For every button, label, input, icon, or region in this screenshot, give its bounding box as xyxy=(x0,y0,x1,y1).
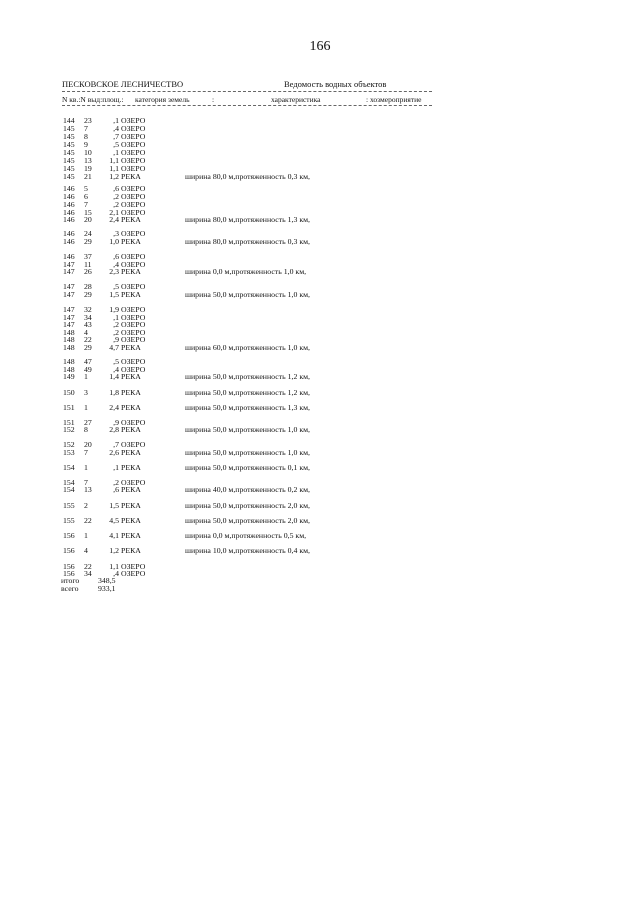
category-cell: РЕКА xyxy=(121,463,141,472)
kvartal-cell: 150 xyxy=(63,388,75,397)
category-cell: ОЗЕРО xyxy=(121,562,146,571)
category-cell: ОЗЕРО xyxy=(121,148,146,157)
kvartal-cell: 145 xyxy=(63,164,75,173)
vydel-cell: 7 xyxy=(84,448,88,457)
vydel-cell: 34 xyxy=(84,313,92,322)
category-cell: ОЗЕРО xyxy=(121,440,146,449)
kvartal-cell: 146 xyxy=(63,252,75,261)
column-header-characteristic: характеристика xyxy=(271,95,321,104)
kvartal-cell: 147 xyxy=(63,305,75,314)
area-cell: ,4 xyxy=(113,260,119,269)
category-cell: ОЗЕРО xyxy=(121,357,146,366)
category-cell: ОЗЕРО xyxy=(121,192,146,201)
area-cell: 4,5 xyxy=(109,516,119,525)
area-cell: ,6 xyxy=(113,485,119,494)
table-row xyxy=(0,502,640,511)
kvartal-cell: 146 xyxy=(63,229,75,238)
vydel-cell: 27 xyxy=(84,418,92,427)
table-row xyxy=(0,464,640,473)
kvartal-cell: 151 xyxy=(63,418,75,427)
category-cell: ОЗЕРО xyxy=(121,184,146,193)
kvartal-cell: 147 xyxy=(63,313,75,322)
description-cell: ширина 50,0 м,протяженность 0,1 км, xyxy=(185,463,310,472)
totals-label: всего xyxy=(61,584,79,593)
area-cell: ,2 xyxy=(113,320,119,329)
table-row xyxy=(0,344,640,353)
area-cell: ,1 xyxy=(113,116,119,125)
category-cell: ОЗЕРО xyxy=(121,305,146,314)
vydel-cell: 13 xyxy=(84,156,92,165)
area-cell: 1,2 xyxy=(109,546,119,555)
area-cell: ,6 xyxy=(113,184,119,193)
kvartal-cell: 156 xyxy=(63,562,75,571)
area-cell: 2,4 xyxy=(109,403,119,412)
kvartal-cell: 146 xyxy=(63,215,75,224)
category-cell: ОЗЕРО xyxy=(121,418,146,427)
header-rule-top xyxy=(62,91,432,92)
category-cell: ОЗЕРО xyxy=(121,252,146,261)
table-row xyxy=(0,486,640,495)
kvartal-cell: 148 xyxy=(63,343,75,352)
kvartal-cell: 148 xyxy=(63,365,75,374)
vydel-cell: 34 xyxy=(84,569,92,578)
description-cell: ширина 10,0 м,протяженность 0,4 км, xyxy=(185,546,310,555)
area-cell: 1,5 xyxy=(109,501,119,510)
area-cell: ,1 xyxy=(113,148,119,157)
area-cell: 1,8 xyxy=(109,388,119,397)
area-cell: 1,0 xyxy=(109,237,119,246)
column-header-measures: : хозмероприятие xyxy=(366,95,422,104)
category-cell: РЕКА xyxy=(121,237,141,246)
kvartal-cell: 145 xyxy=(63,124,75,133)
area-cell: ,9 xyxy=(113,418,119,427)
totals-label: итого xyxy=(61,576,80,585)
description-cell: ширина 0,0 м,протяженность 1,0 км, xyxy=(185,267,307,276)
table-row xyxy=(0,268,640,277)
table-row xyxy=(0,532,640,541)
table-row xyxy=(0,517,640,526)
vydel-cell: 11 xyxy=(84,260,92,269)
kvartal-cell: 149 xyxy=(63,372,75,381)
kvartal-cell: 147 xyxy=(63,290,75,299)
vydel-cell: 20 xyxy=(84,215,92,224)
category-cell: ОЗЕРО xyxy=(121,208,146,217)
area-cell: 1,9 xyxy=(109,305,119,314)
category-cell: ОЗЕРО xyxy=(121,335,146,344)
area-cell: ,1 xyxy=(113,313,119,322)
page-number: 166 xyxy=(309,39,331,54)
kvartal-cell: 148 xyxy=(63,335,75,344)
kvartal-cell: 145 xyxy=(63,132,75,141)
area-cell: 1,1 xyxy=(109,164,119,173)
area-cell: 1,1 xyxy=(109,156,119,165)
category-cell: РЕКА xyxy=(121,531,141,540)
kvartal-cell: 147 xyxy=(63,260,75,269)
kvartal-cell: 146 xyxy=(63,200,75,209)
category-cell: ОЗЕРО xyxy=(121,140,146,149)
kvartal-cell: 146 xyxy=(63,208,75,217)
description-cell: ширина 50,0 м,протяженность 1,0 км, xyxy=(185,425,310,434)
table-row xyxy=(0,173,640,182)
vydel-cell: 28 xyxy=(84,282,92,291)
vydel-cell: 5 xyxy=(84,184,88,193)
kvartal-cell: 152 xyxy=(63,425,75,434)
area-cell: 2,4 xyxy=(109,215,119,224)
kvartal-cell: 154 xyxy=(63,485,75,494)
area-cell: ,5 xyxy=(113,357,119,366)
area-cell: ,2 xyxy=(113,192,119,201)
kvartal-cell: 156 xyxy=(63,531,75,540)
vydel-cell: 22 xyxy=(84,562,92,571)
area-cell: 2,6 xyxy=(109,448,119,457)
kvartal-cell: 156 xyxy=(63,546,75,555)
category-cell: РЕКА xyxy=(121,403,141,412)
kvartal-cell: 154 xyxy=(63,463,75,472)
description-cell: ширина 60,0 м,протяженность 1,0 км, xyxy=(185,343,310,352)
description-cell: ширина 80,0 м,протяженность 1,3 км, xyxy=(185,215,310,224)
area-cell: ,4 xyxy=(113,569,119,578)
vydel-cell: 2 xyxy=(84,501,88,510)
vydel-cell: 7 xyxy=(84,124,88,133)
kvartal-cell: 148 xyxy=(63,328,75,337)
category-cell: ОЗЕРО xyxy=(121,320,146,329)
vydel-cell: 26 xyxy=(84,267,92,276)
vydel-cell: 3 xyxy=(84,388,88,397)
description-cell: ширина 50,0 м,протяженность 1,2 км, xyxy=(185,388,310,397)
category-cell: РЕКА xyxy=(121,372,141,381)
area-cell: ,5 xyxy=(113,140,119,149)
vydel-cell: 29 xyxy=(84,237,92,246)
vydel-cell: 1 xyxy=(84,531,88,540)
vydel-cell: 4 xyxy=(84,546,88,555)
kvartal-cell: 145 xyxy=(63,148,75,157)
vydel-cell: 1 xyxy=(84,403,88,412)
category-cell: ОЗЕРО xyxy=(121,260,146,269)
category-cell: РЕКА xyxy=(121,485,141,494)
area-cell: 2,8 xyxy=(109,425,119,434)
category-cell: ОЗЕРО xyxy=(121,156,146,165)
category-cell: РЕКА xyxy=(121,172,141,181)
vydel-cell: 29 xyxy=(84,290,92,299)
category-cell: ОЗЕРО xyxy=(121,569,146,578)
area-cell: ,4 xyxy=(113,365,119,374)
kvartal-cell: 146 xyxy=(63,237,75,246)
category-cell: РЕКА xyxy=(121,425,141,434)
kvartal-cell: 147 xyxy=(63,267,75,276)
document-title: Ведомость водных объектов xyxy=(284,79,387,89)
table-row xyxy=(0,404,640,413)
column-header-category: категория земель xyxy=(135,95,190,104)
table-row xyxy=(0,238,640,247)
column-header-kv-vyd-area: N кв.:N выд:площ.: xyxy=(62,95,124,104)
area-cell: ,3 xyxy=(113,229,119,238)
category-cell: РЕКА xyxy=(121,290,141,299)
category-cell: ОЗЕРО xyxy=(121,116,146,125)
vydel-cell: 47 xyxy=(84,357,92,366)
vydel-cell: 6 xyxy=(84,192,88,201)
category-cell: ОЗЕРО xyxy=(121,478,146,487)
category-cell: РЕКА xyxy=(121,267,141,276)
vydel-cell: 13 xyxy=(84,485,92,494)
kvartal-cell: 155 xyxy=(63,501,75,510)
area-cell: ,7 xyxy=(113,132,119,141)
category-cell: РЕКА xyxy=(121,516,141,525)
description-cell: ширина 50,0 м,протяженность 1,3 км, xyxy=(185,403,310,412)
area-cell: 4,7 xyxy=(109,343,119,352)
kvartal-cell: 145 xyxy=(63,156,75,165)
description-cell: ширина 40,0 м,протяженность 0,2 км, xyxy=(185,485,310,494)
category-cell: РЕКА xyxy=(121,448,141,457)
category-cell: ОЗЕРО xyxy=(121,282,146,291)
vydel-cell: 49 xyxy=(84,365,92,374)
table-row xyxy=(0,449,640,458)
description-cell: ширина 50,0 м,протяженность 2,0 км, xyxy=(185,516,310,525)
area-cell: ,9 xyxy=(113,335,119,344)
category-cell: ОЗЕРО xyxy=(121,328,146,337)
category-cell: ОЗЕРО xyxy=(121,313,146,322)
vydel-cell: 20 xyxy=(84,440,92,449)
vydel-cell: 8 xyxy=(84,425,88,434)
kvartal-cell: 147 xyxy=(63,320,75,329)
area-cell: 1,5 xyxy=(109,290,119,299)
vydel-cell: 21 xyxy=(84,172,92,181)
area-cell: ,7 xyxy=(113,440,119,449)
vydel-cell: 1 xyxy=(84,372,88,381)
category-cell: ОЗЕРО xyxy=(121,124,146,133)
table-row xyxy=(0,216,640,225)
kvartal-cell: 154 xyxy=(63,478,75,487)
vydel-cell: 37 xyxy=(84,252,92,261)
kvartal-cell: 155 xyxy=(63,516,75,525)
vydel-cell: 4 xyxy=(84,328,88,337)
kvartal-cell: 156 xyxy=(63,569,75,578)
kvartal-cell: 152 xyxy=(63,440,75,449)
kvartal-cell: 145 xyxy=(63,172,75,181)
vydel-cell: 7 xyxy=(84,478,88,487)
category-cell: ОЗЕРО xyxy=(121,132,146,141)
area-cell: ,6 xyxy=(113,252,119,261)
area-cell: ,2 xyxy=(113,328,119,337)
category-cell: РЕКА xyxy=(121,343,141,352)
table-row xyxy=(0,389,640,398)
kvartal-cell: 148 xyxy=(63,357,75,366)
area-cell: ,5 xyxy=(113,282,119,291)
vydel-cell: 29 xyxy=(84,343,92,352)
area-cell: ,2 xyxy=(113,478,119,487)
category-cell: РЕКА xyxy=(121,546,141,555)
vydel-cell: 22 xyxy=(84,516,92,525)
description-cell: ширина 50,0 м,протяженность 1,0 км, xyxy=(185,290,310,299)
kvartal-cell: 144 xyxy=(63,116,75,125)
totals-value: 348,5 xyxy=(98,576,116,585)
vydel-cell: 22 xyxy=(84,335,92,344)
description-cell: ширина 80,0 м,протяженность 0,3 км, xyxy=(185,172,310,181)
table-row xyxy=(0,547,640,556)
vydel-cell: 7 xyxy=(84,200,88,209)
area-cell: 2,1 xyxy=(109,208,119,217)
totals-value: 933,1 xyxy=(98,584,116,593)
description-cell: ширина 50,0 м,протяженность 1,0 км, xyxy=(185,448,310,457)
kvartal-cell: 151 xyxy=(63,403,75,412)
area-cell: ,2 xyxy=(113,200,119,209)
kvartal-cell: 153 xyxy=(63,448,75,457)
area-cell: 1,2 xyxy=(109,172,119,181)
area-cell: 4,1 xyxy=(109,531,119,540)
vydel-cell: 43 xyxy=(84,320,92,329)
vydel-cell: 24 xyxy=(84,229,92,238)
vydel-cell: 15 xyxy=(84,208,92,217)
description-cell: ширина 0,0 м,протяженность 0,5 км, xyxy=(185,531,307,540)
totals-row xyxy=(0,585,640,594)
description-cell: ширина 50,0 м,протяженность 2,0 км, xyxy=(185,501,310,510)
category-cell: РЕКА xyxy=(121,501,141,510)
category-cell: ОЗЕРО xyxy=(121,229,146,238)
area-cell: ,4 xyxy=(113,124,119,133)
vydel-cell: 32 xyxy=(84,305,92,314)
kvartal-cell: 145 xyxy=(63,140,75,149)
description-cell: ширина 50,0 м,протяженность 1,2 км, xyxy=(185,372,310,381)
area-cell: 1,4 xyxy=(109,372,119,381)
kvartal-cell: 147 xyxy=(63,282,75,291)
description-cell: ширина 80,0 м,протяженность 0,3 км, xyxy=(185,237,310,246)
area-cell: ,1 xyxy=(113,463,119,472)
vydel-cell: 19 xyxy=(84,164,92,173)
column-header-separator: : xyxy=(212,95,215,104)
table-row xyxy=(0,426,640,435)
header-rule-bottom xyxy=(62,105,432,106)
vydel-cell: 10 xyxy=(84,148,92,157)
table-row xyxy=(0,291,640,300)
kvartal-cell: 146 xyxy=(63,184,75,193)
category-cell: ОЗЕРО xyxy=(121,164,146,173)
area-cell: 1,1 xyxy=(109,562,119,571)
category-cell: ОЗЕРО xyxy=(121,200,146,209)
area-cell: 2,3 xyxy=(109,267,119,276)
vydel-cell: 1 xyxy=(84,463,88,472)
table-row xyxy=(0,373,640,382)
category-cell: РЕКА xyxy=(121,215,141,224)
vydel-cell: 23 xyxy=(84,116,92,125)
vydel-cell: 8 xyxy=(84,132,88,141)
category-cell: ОЗЕРО xyxy=(121,365,146,374)
forestry-name: ПЕСКОВСКОЕ ЛЕСНИЧЕСТВО xyxy=(62,79,184,89)
vydel-cell: 9 xyxy=(84,140,88,149)
kvartal-cell: 146 xyxy=(63,192,75,201)
category-cell: РЕКА xyxy=(121,388,141,397)
